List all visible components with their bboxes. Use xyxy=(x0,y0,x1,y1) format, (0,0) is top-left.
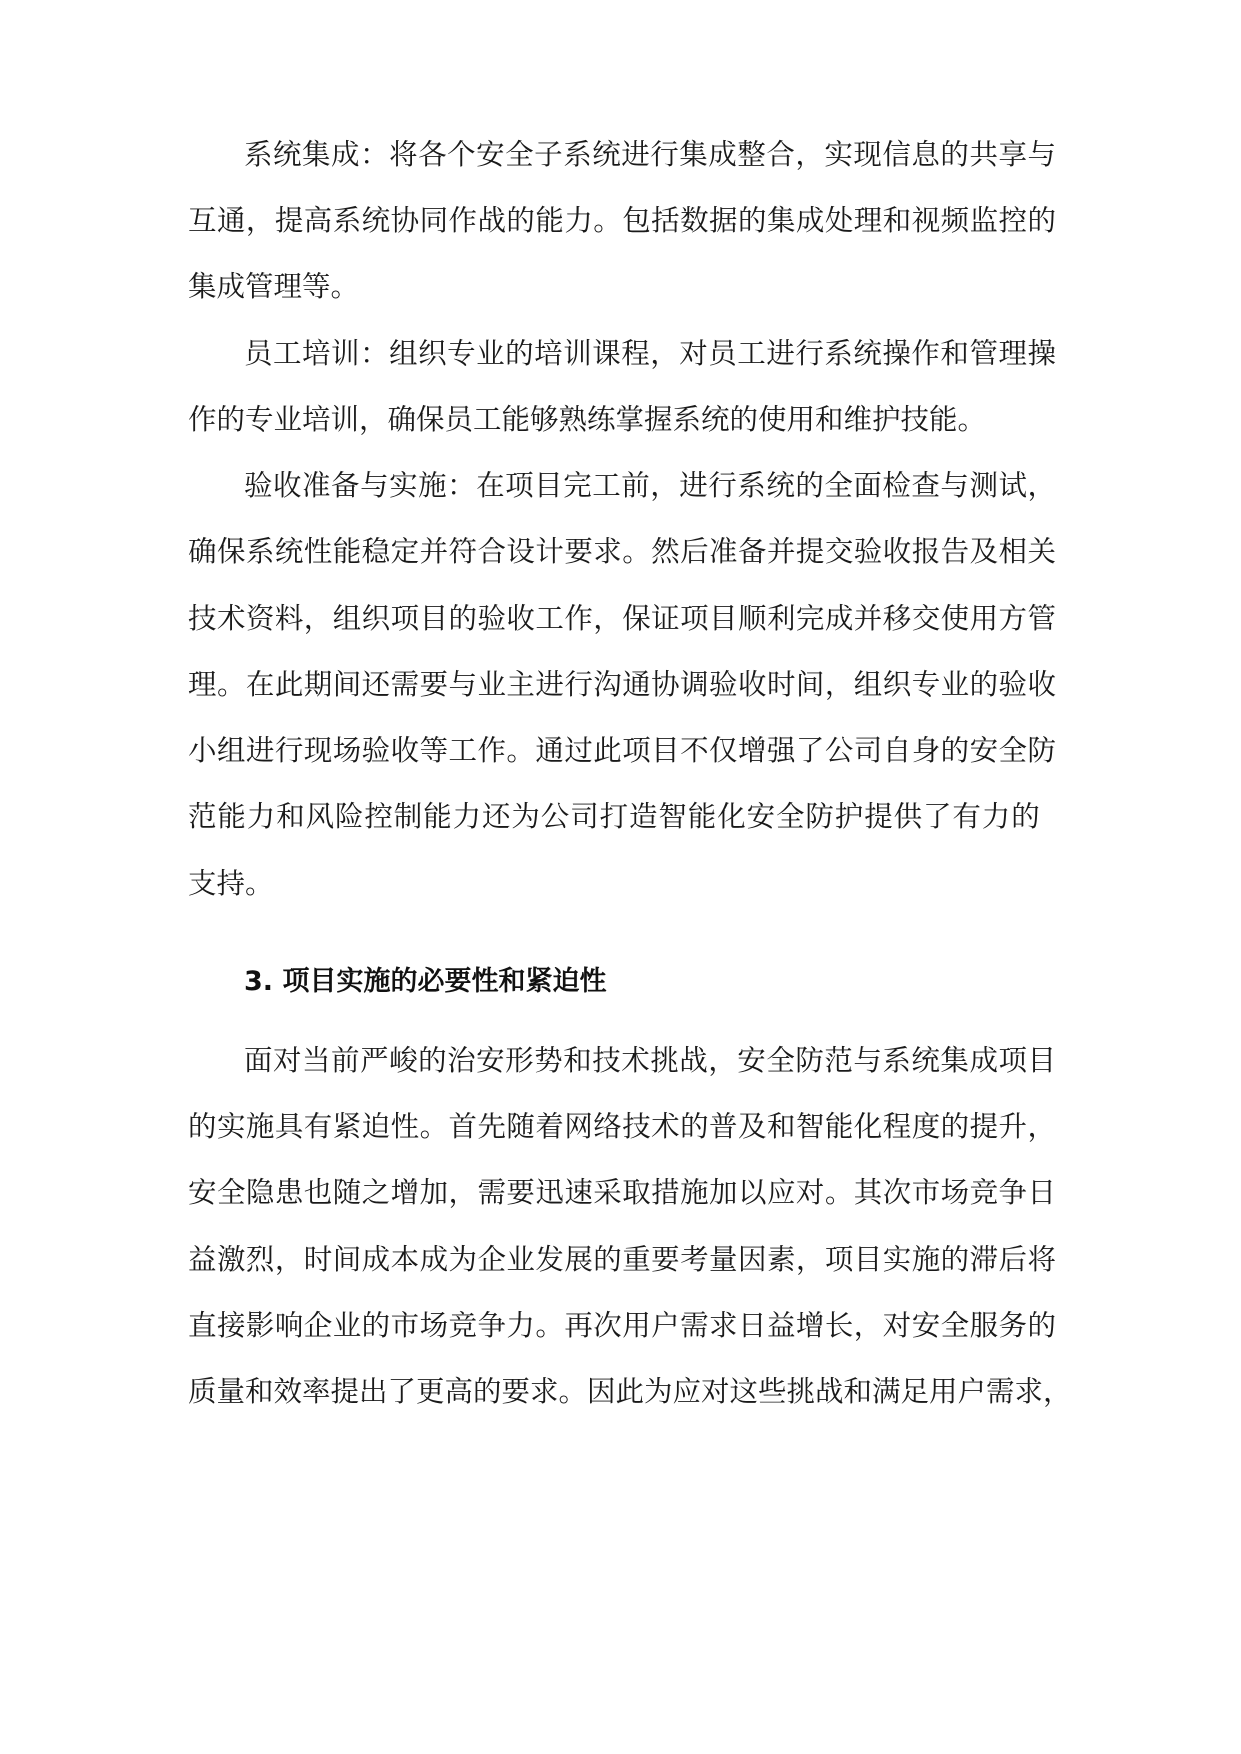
paragraph-acceptance-line-7: 支持。 xyxy=(188,867,274,900)
section-body-line-5: 直接影响企业的市场竞争力。再次用户需求日益增长，对安全服务的 xyxy=(188,1309,1056,1342)
paragraph-acceptance-line-6: 范能力和风险控制能力还为公司打造智能化安全防护提供了有力的 xyxy=(188,800,1041,833)
paragraph-acceptance-line-2: 确保系统性能稳定并符合设计要求。然后准备并提交验收报告及相关 xyxy=(188,535,1056,568)
section-body-line-1: 面对当前严峻的治安形势和技术挑战，安全防范与系统集成项目 xyxy=(244,1044,1056,1077)
paragraph-acceptance-line-3: 技术资料，组织项目的验收工作，保证项目顺利完成并移交使用方管 xyxy=(188,602,1056,635)
section-body-line-6: 质量和效率提出了更高的要求。因此为应对这些挑战和满足用户需求， xyxy=(188,1375,1072,1408)
paragraph-acceptance-line-4: 理。在此期间还需要与业主进行沟通协调验收时间，组织专业的验收 xyxy=(188,668,1056,701)
section-body-line-4: 益激烈，时间成本成为企业发展的重要考量因素，项目实施的滞后将 xyxy=(188,1243,1056,1276)
paragraph-system-integration-line-2: 互通，提高系统协同作战的能力。包括数据的集成处理和视频监控的 xyxy=(188,204,1056,237)
section-body-line-2: 的实施具有紧迫性。首先随着网络技术的普及和智能化程度的提升， xyxy=(188,1110,1056,1143)
section-body-line-3: 安全隐患也随之增加，需要迅速采取措施加以应对。其次市场竞争日 xyxy=(188,1176,1056,1209)
paragraph-acceptance-line-1: 验收准备与实施：在项目完工前，进行系统的全面检查与测试， xyxy=(244,469,1056,502)
section-heading: 3. 项目实施的必要性和紧迫性 xyxy=(244,966,607,997)
paragraph-system-integration-line-1: 系统集成：将各个安全子系统进行集成整合，实现信息的共享与 xyxy=(244,138,1056,171)
paragraph-acceptance-line-5: 小组进行现场验收等工作。通过此项目不仅增强了公司自身的安全防 xyxy=(188,734,1056,767)
paragraph-system-integration-line-3: 集成管理等。 xyxy=(188,270,360,303)
paragraph-staff-training-line-2: 作的专业培训，确保员工能够熟练掌握系统的使用和维护技能。 xyxy=(188,403,987,436)
paragraph-staff-training-line-1: 员工培训：组织专业的培训课程，对员工进行系统操作和管理操 xyxy=(244,337,1056,370)
